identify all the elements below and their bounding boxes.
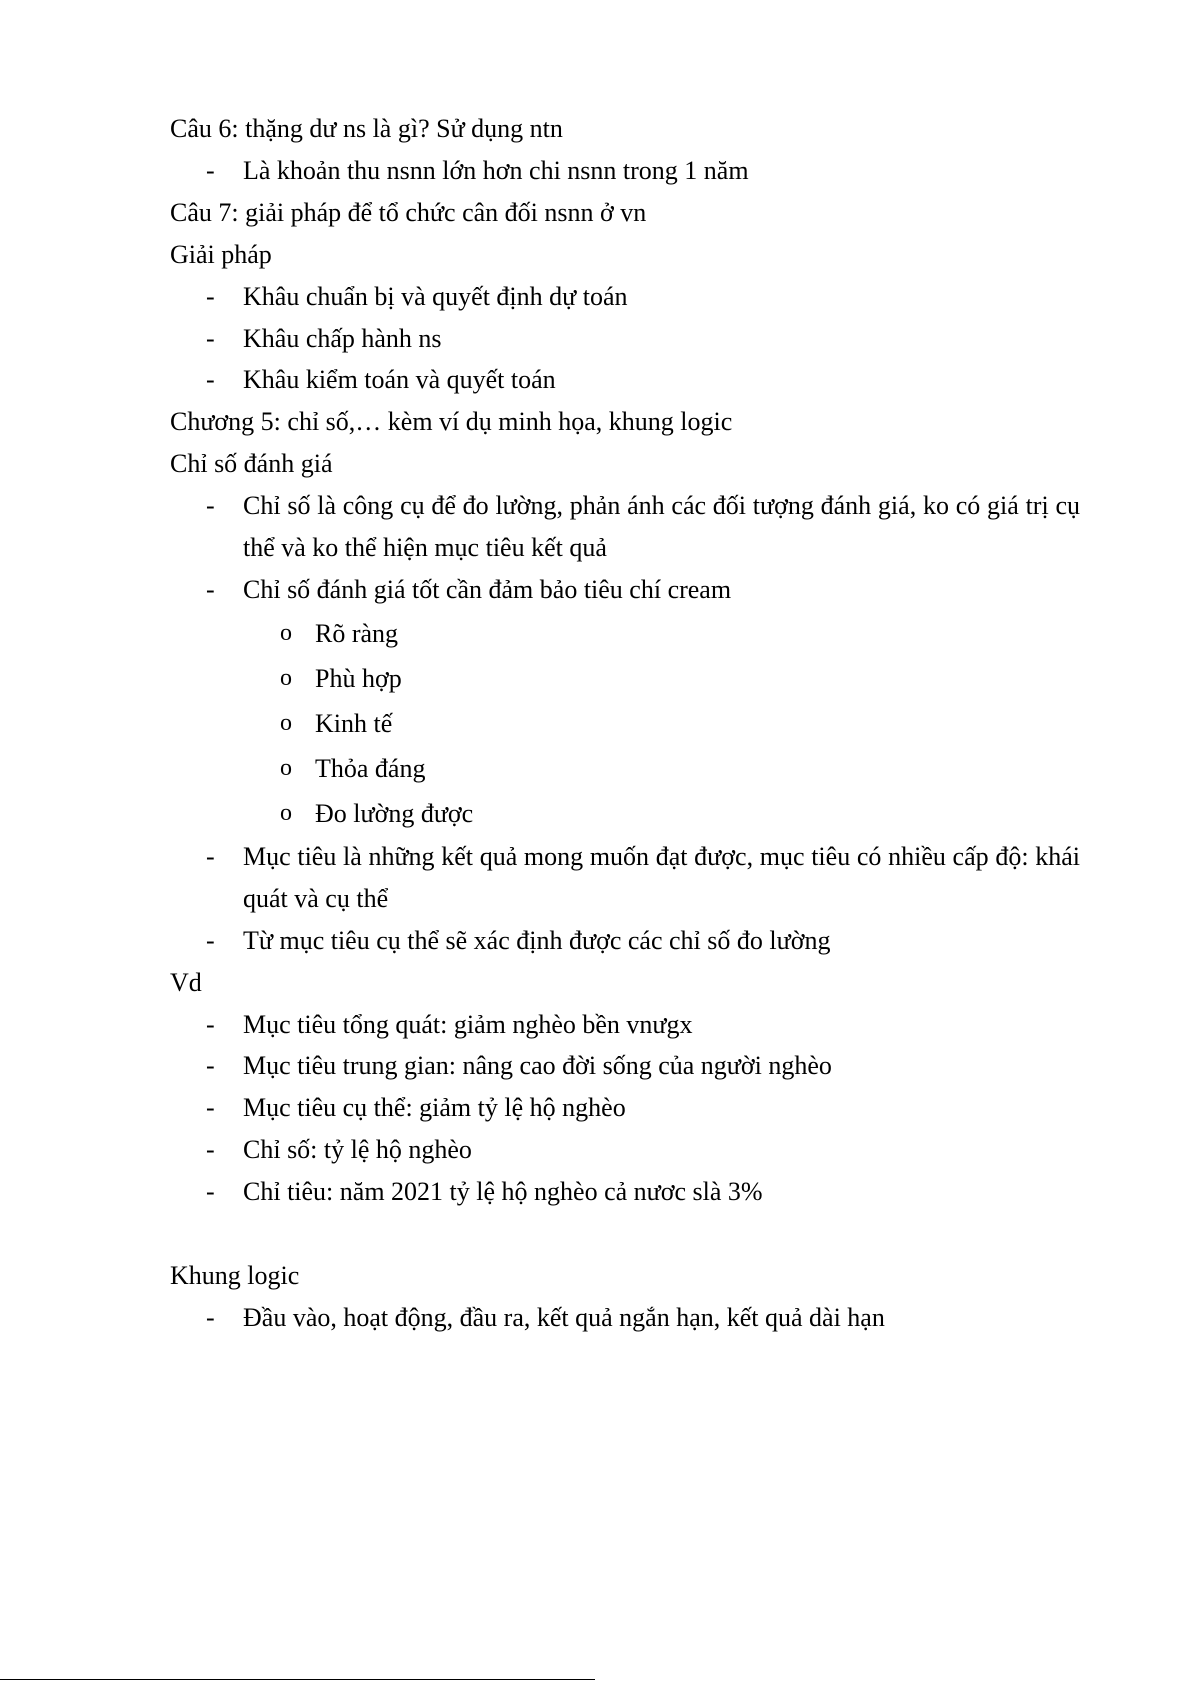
- circle-marker: o: [280, 799, 292, 826]
- bullet-text: Mục tiêu cụ thể: giảm tỷ lệ hộ nghèo: [243, 1093, 626, 1123]
- bullet-text: Chỉ số là công cụ để đo lường, phản ánh các đối tượng đánh giá, ko có giá trị cụ thể và ko thể hiện mục tiêu kết quả: [243, 491, 1080, 563]
- bullet-text: Chỉ tiêu: năm 2021 tỷ lệ hộ nghèo cả nươc slà 3%: [243, 1177, 763, 1207]
- dash-marker: -: [206, 491, 215, 521]
- document-page: [170, 108, 1080, 1339]
- bullet-text: Mục tiêu trung gian: nâng cao đời sống của người nghèo: [243, 1051, 832, 1081]
- sub-bullet-text: Phù hợp: [315, 663, 402, 693]
- sub-bullet-text: Đo lường được: [315, 798, 474, 828]
- bullet-text: Khâu chuẩn bị và quyết định dự toán: [243, 281, 628, 311]
- sub-bullet-text: Rõ ràng: [315, 618, 399, 648]
- dash-marker: -: [206, 1135, 215, 1165]
- bullet-item: [170, 485, 1080, 569]
- bullet-item: [170, 569, 1080, 611]
- bullet-item: [170, 1045, 1080, 1087]
- bullet-text: Chỉ số: tỷ lệ hộ nghèo: [243, 1135, 472, 1165]
- section-label: Chỉ số đánh giá: [170, 449, 333, 479]
- bullet-text: Chỉ số đánh giá tốt cần đảm bảo tiêu chí cream: [243, 574, 732, 604]
- circle-marker: o: [280, 709, 292, 736]
- bullet-item: [170, 1297, 1080, 1339]
- question-7-heading: Câu 7: giải pháp để tổ chức cân đối nsnn ở vn: [170, 197, 647, 227]
- dash-marker: -: [206, 841, 215, 871]
- section-label: Giải pháp: [170, 239, 272, 269]
- bullet-item: [170, 1004, 1080, 1046]
- bullet-text: Mục tiêu tổng quát: giảm nghèo bền vnưgx: [243, 1009, 693, 1039]
- bullet-item: [170, 276, 1080, 318]
- sub-bullet-item: [170, 656, 1080, 701]
- dash-marker: -: [206, 574, 215, 604]
- dash-marker: -: [206, 1009, 215, 1039]
- bullet-text: Là khoản thu nsnn lớn hơn chi nsnn trong 1 năm: [243, 155, 749, 185]
- sub-bullet-text: Thỏa đáng: [315, 753, 426, 783]
- example-label: Vd: [170, 967, 202, 997]
- blank-line: [170, 1213, 1080, 1255]
- bullet-text: Đầu vào, hoạt động, đầu ra, kết quả ngắn hạn, kết quả dài hạn: [243, 1302, 885, 1332]
- sub-bullet-item: [170, 611, 1080, 656]
- bullet-item: [170, 920, 1080, 962]
- circle-marker: o: [280, 754, 292, 781]
- bullet-item: [170, 359, 1080, 401]
- circle-marker: o: [280, 664, 292, 691]
- bullet-text: Khâu chấp hành ns: [243, 323, 442, 353]
- bullet-item: [170, 318, 1080, 360]
- dash-marker: -: [206, 1051, 215, 1081]
- circle-marker: o: [280, 619, 292, 646]
- dash-marker: -: [206, 323, 215, 353]
- dash-marker: -: [206, 925, 215, 955]
- bullet-item: [170, 1171, 1080, 1213]
- sub-bullet-item: [170, 791, 1080, 836]
- dash-marker: -: [206, 365, 215, 395]
- sub-bullet-item: [170, 746, 1080, 791]
- sub-bullet-item: [170, 701, 1080, 746]
- section-label: Khung logic: [170, 1260, 300, 1290]
- question-6-heading: Câu 6: thặng dư ns là gì? Sử dụng ntn: [170, 114, 563, 143]
- dash-marker: -: [206, 1302, 215, 1332]
- bullet-text: Từ mục tiêu cụ thể sẽ xác định được các chỉ số đo lường: [243, 925, 831, 955]
- footer-rule: [0, 1679, 595, 1680]
- bullet-item: [170, 1087, 1080, 1129]
- bullet-text: Khâu kiểm toán và quyết toán: [243, 365, 556, 395]
- dash-marker: -: [206, 155, 215, 185]
- bullet-text: Mục tiêu là những kết quả mong muốn đạt được, mục tiêu có nhiều cấp độ: khái quát và cụ thể: [243, 841, 1080, 913]
- sub-bullet-text: Kinh tế: [315, 708, 393, 738]
- bullet-item: [170, 150, 1080, 192]
- bullet-item: [170, 836, 1080, 920]
- dash-marker: -: [206, 281, 215, 311]
- dash-marker: -: [206, 1093, 215, 1123]
- bullet-item: [170, 1129, 1080, 1171]
- dash-marker: -: [206, 1177, 215, 1207]
- chapter-5-heading: Chương 5: chỉ số,… kèm ví dụ minh họa, khung logic: [170, 407, 733, 437]
